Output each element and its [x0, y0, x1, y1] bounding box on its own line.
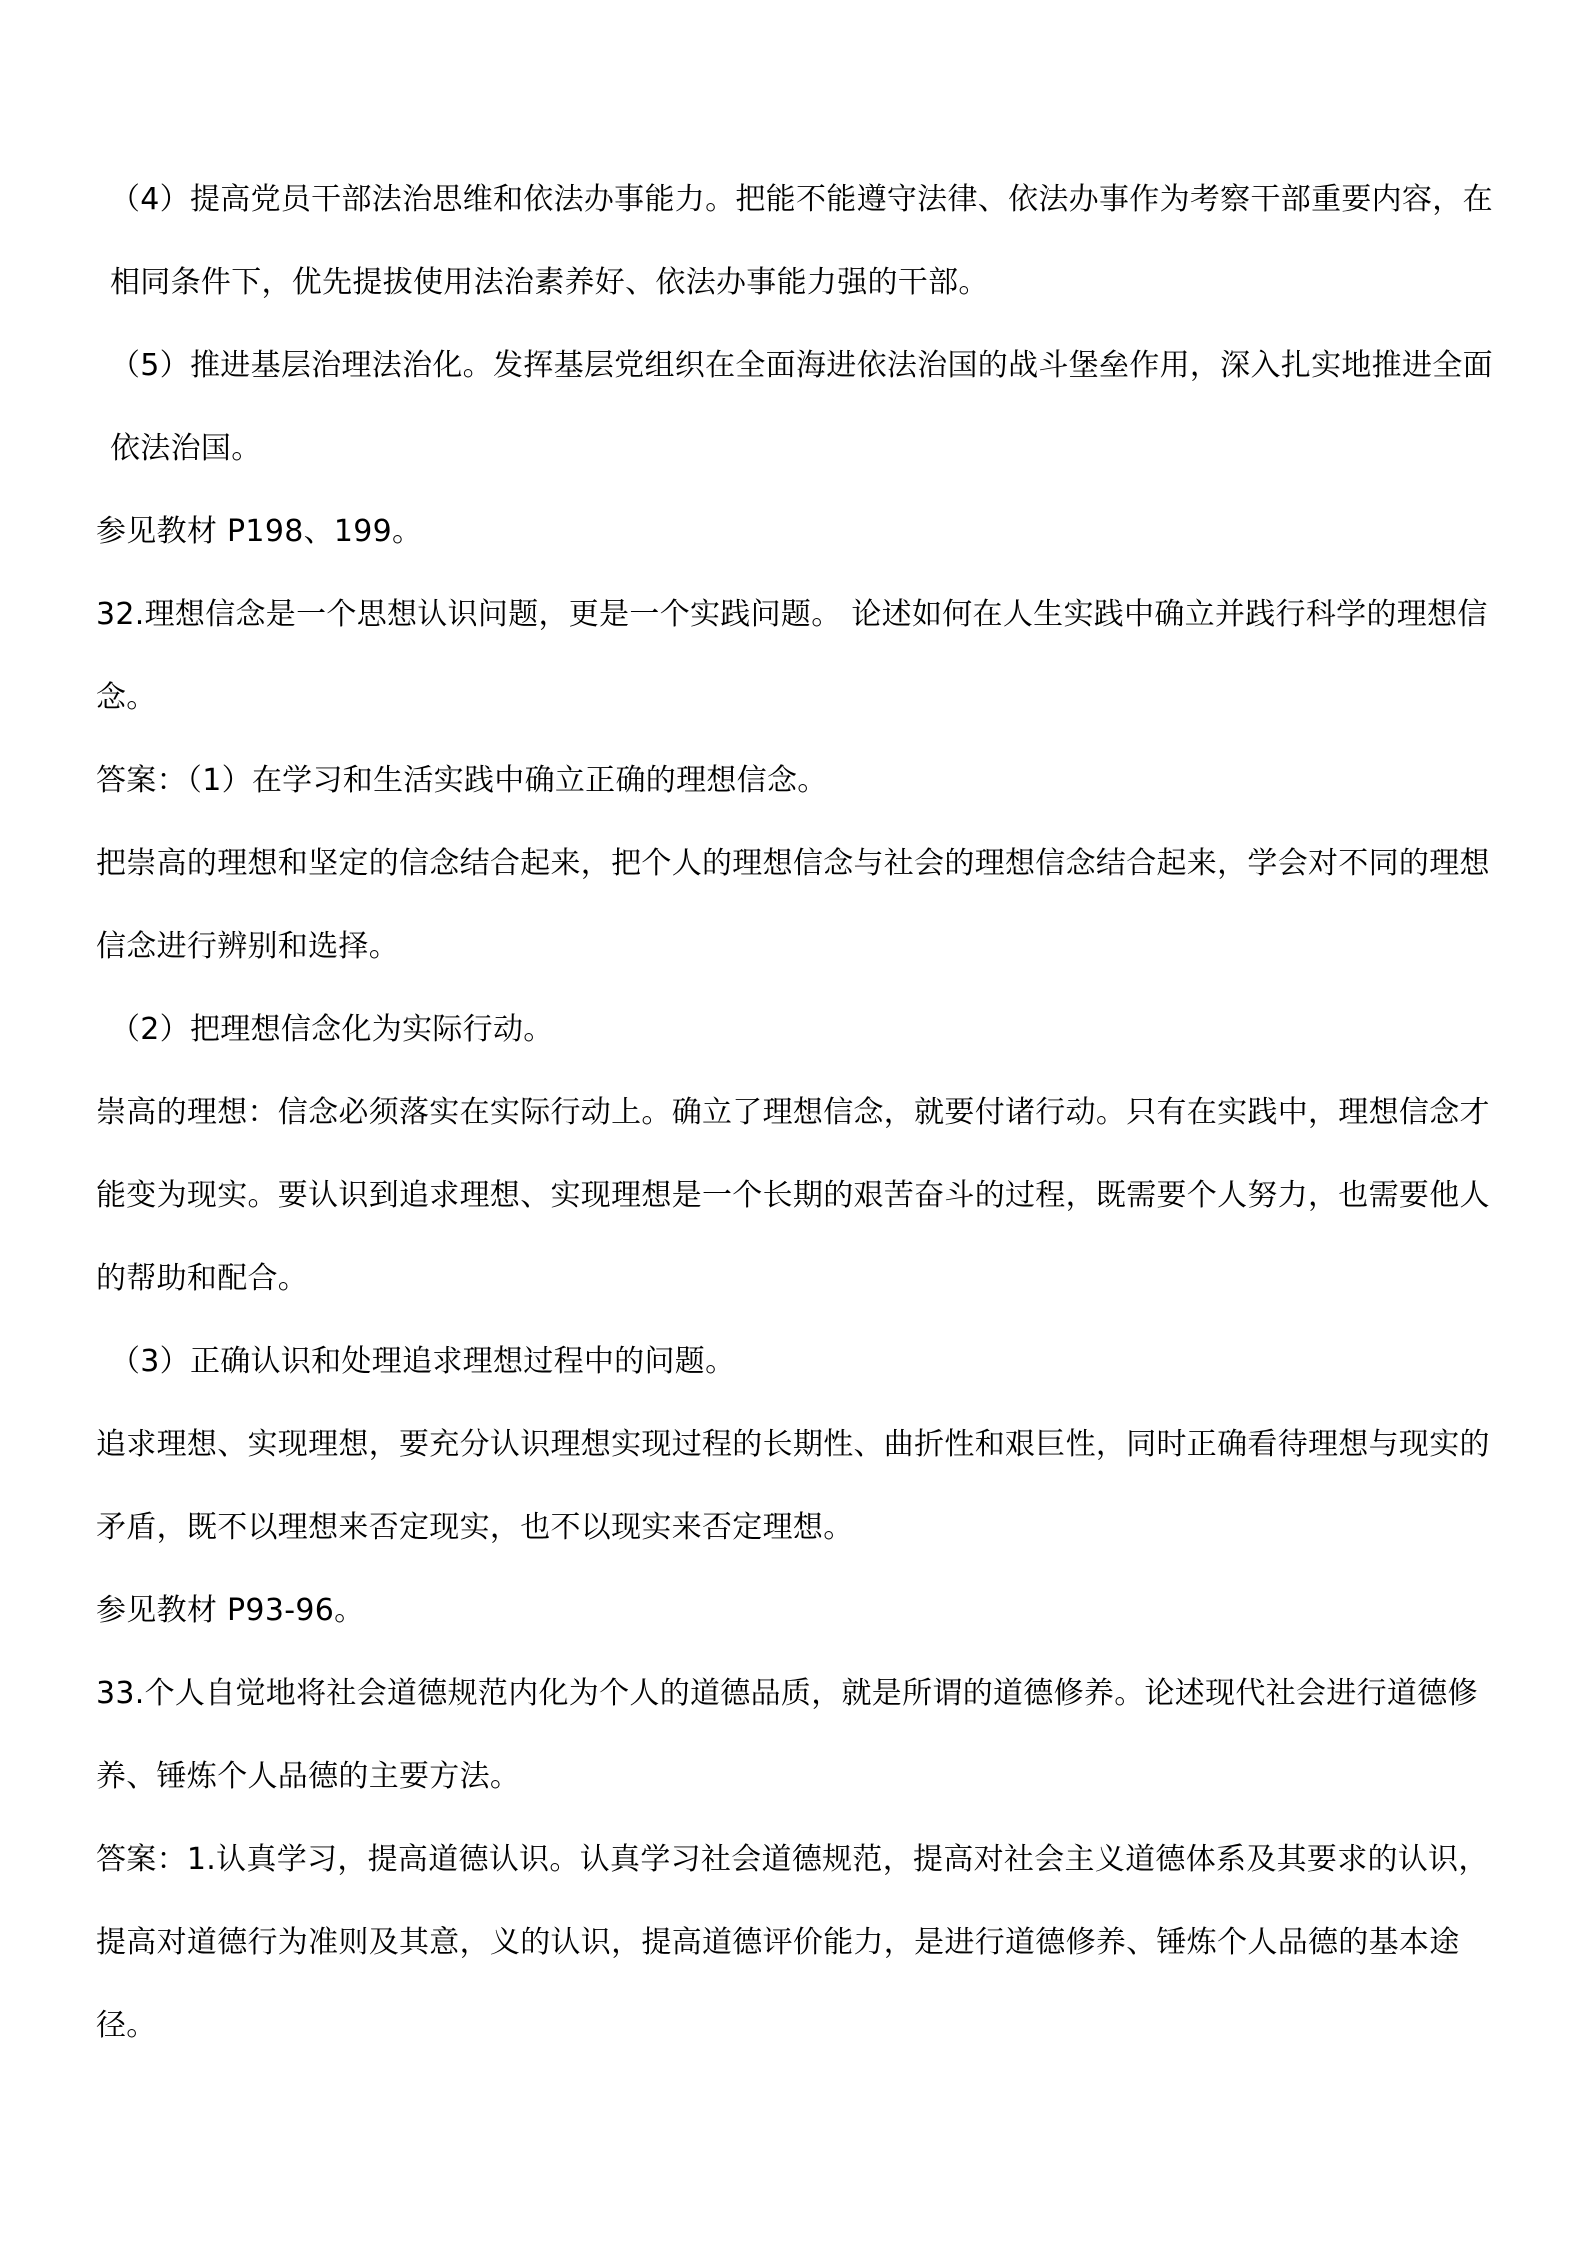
textbook-reference: 参见教材 P198、199。 — [96, 514, 423, 549]
textbook-reference: 参见教材 P93-96。 — [96, 1593, 365, 1628]
paragraph-item-5: （5）推进基层治理法治化。发挥基层党组织在全面海进依法治国的战斗堡垒作用，深入扎实地推进全面依法治国。 — [110, 348, 1493, 466]
answer-32-point-2: （2）把理想信念化为实际行动。 — [110, 1012, 554, 1047]
answer-32-point-1-detail: 把崇高的理想和坚定的信念结合起来，把个人的理想信念与社会的理想信念结合起来，学会对不同的理想信念进行辨别和选择。 — [96, 846, 1490, 964]
question-33: 33.个人自觉地将社会道德规范内化为个人的道德品质，就是所谓的道德修养。论述现代社会进行道德修养、锤炼个人品德的主要方法。 — [96, 1676, 1478, 1794]
answer-32-point-2-detail: 崇高的理想：信念必须落实在实际行动上。确立了理想信念，就要付诸行动。只有在实践中，理想信念才能变为现实。要认识到追求理想、实现理想是一个长期的艰苦奋斗的过程，既需要个人努力，也需要他人的帮助和配合。 — [96, 1095, 1490, 1296]
answer-32-point-1: 答案：（1）在学习和生活实践中确立正确的理想信念。 — [96, 763, 828, 798]
answer-33-point-1: 答案：1.认真学习，提高道德认识。认真学习社会道德规范，提高对社会主义道德体系及其要求的认识，提高对道德行为准则及其意，义的认识，提高道德评价能力，是进行道德修养、锤炼个人品德的基本途径。 — [96, 1842, 1489, 2043]
answer-32-point-3-detail: 追求理想、实现理想，要充分认识理想实现过程的长期性、曲折性和艰巨性，同时正确看待理想与现实的矛盾，既不以理想来否定现实，也不以现实来否定理想。 — [96, 1427, 1490, 1545]
answer-32-point-3: （3）正确认识和处理追求理想过程中的问题。 — [110, 1344, 736, 1379]
document-body — [96, 158, 1496, 2067]
paragraph-item-4: （4）提高党员干部法治思维和依法办事能力。把能不能遵守法律、依法办事作为考察干部重要内容，在相同条件下，优先提拔使用法治素养好、依法办事能力强的干部。 — [110, 182, 1493, 300]
question-32: 32.理想信念是一个思想认识问题，更是一个实践问题。 论述如何在人生实践中确立并践行科学的理想信念。 — [96, 597, 1488, 715]
